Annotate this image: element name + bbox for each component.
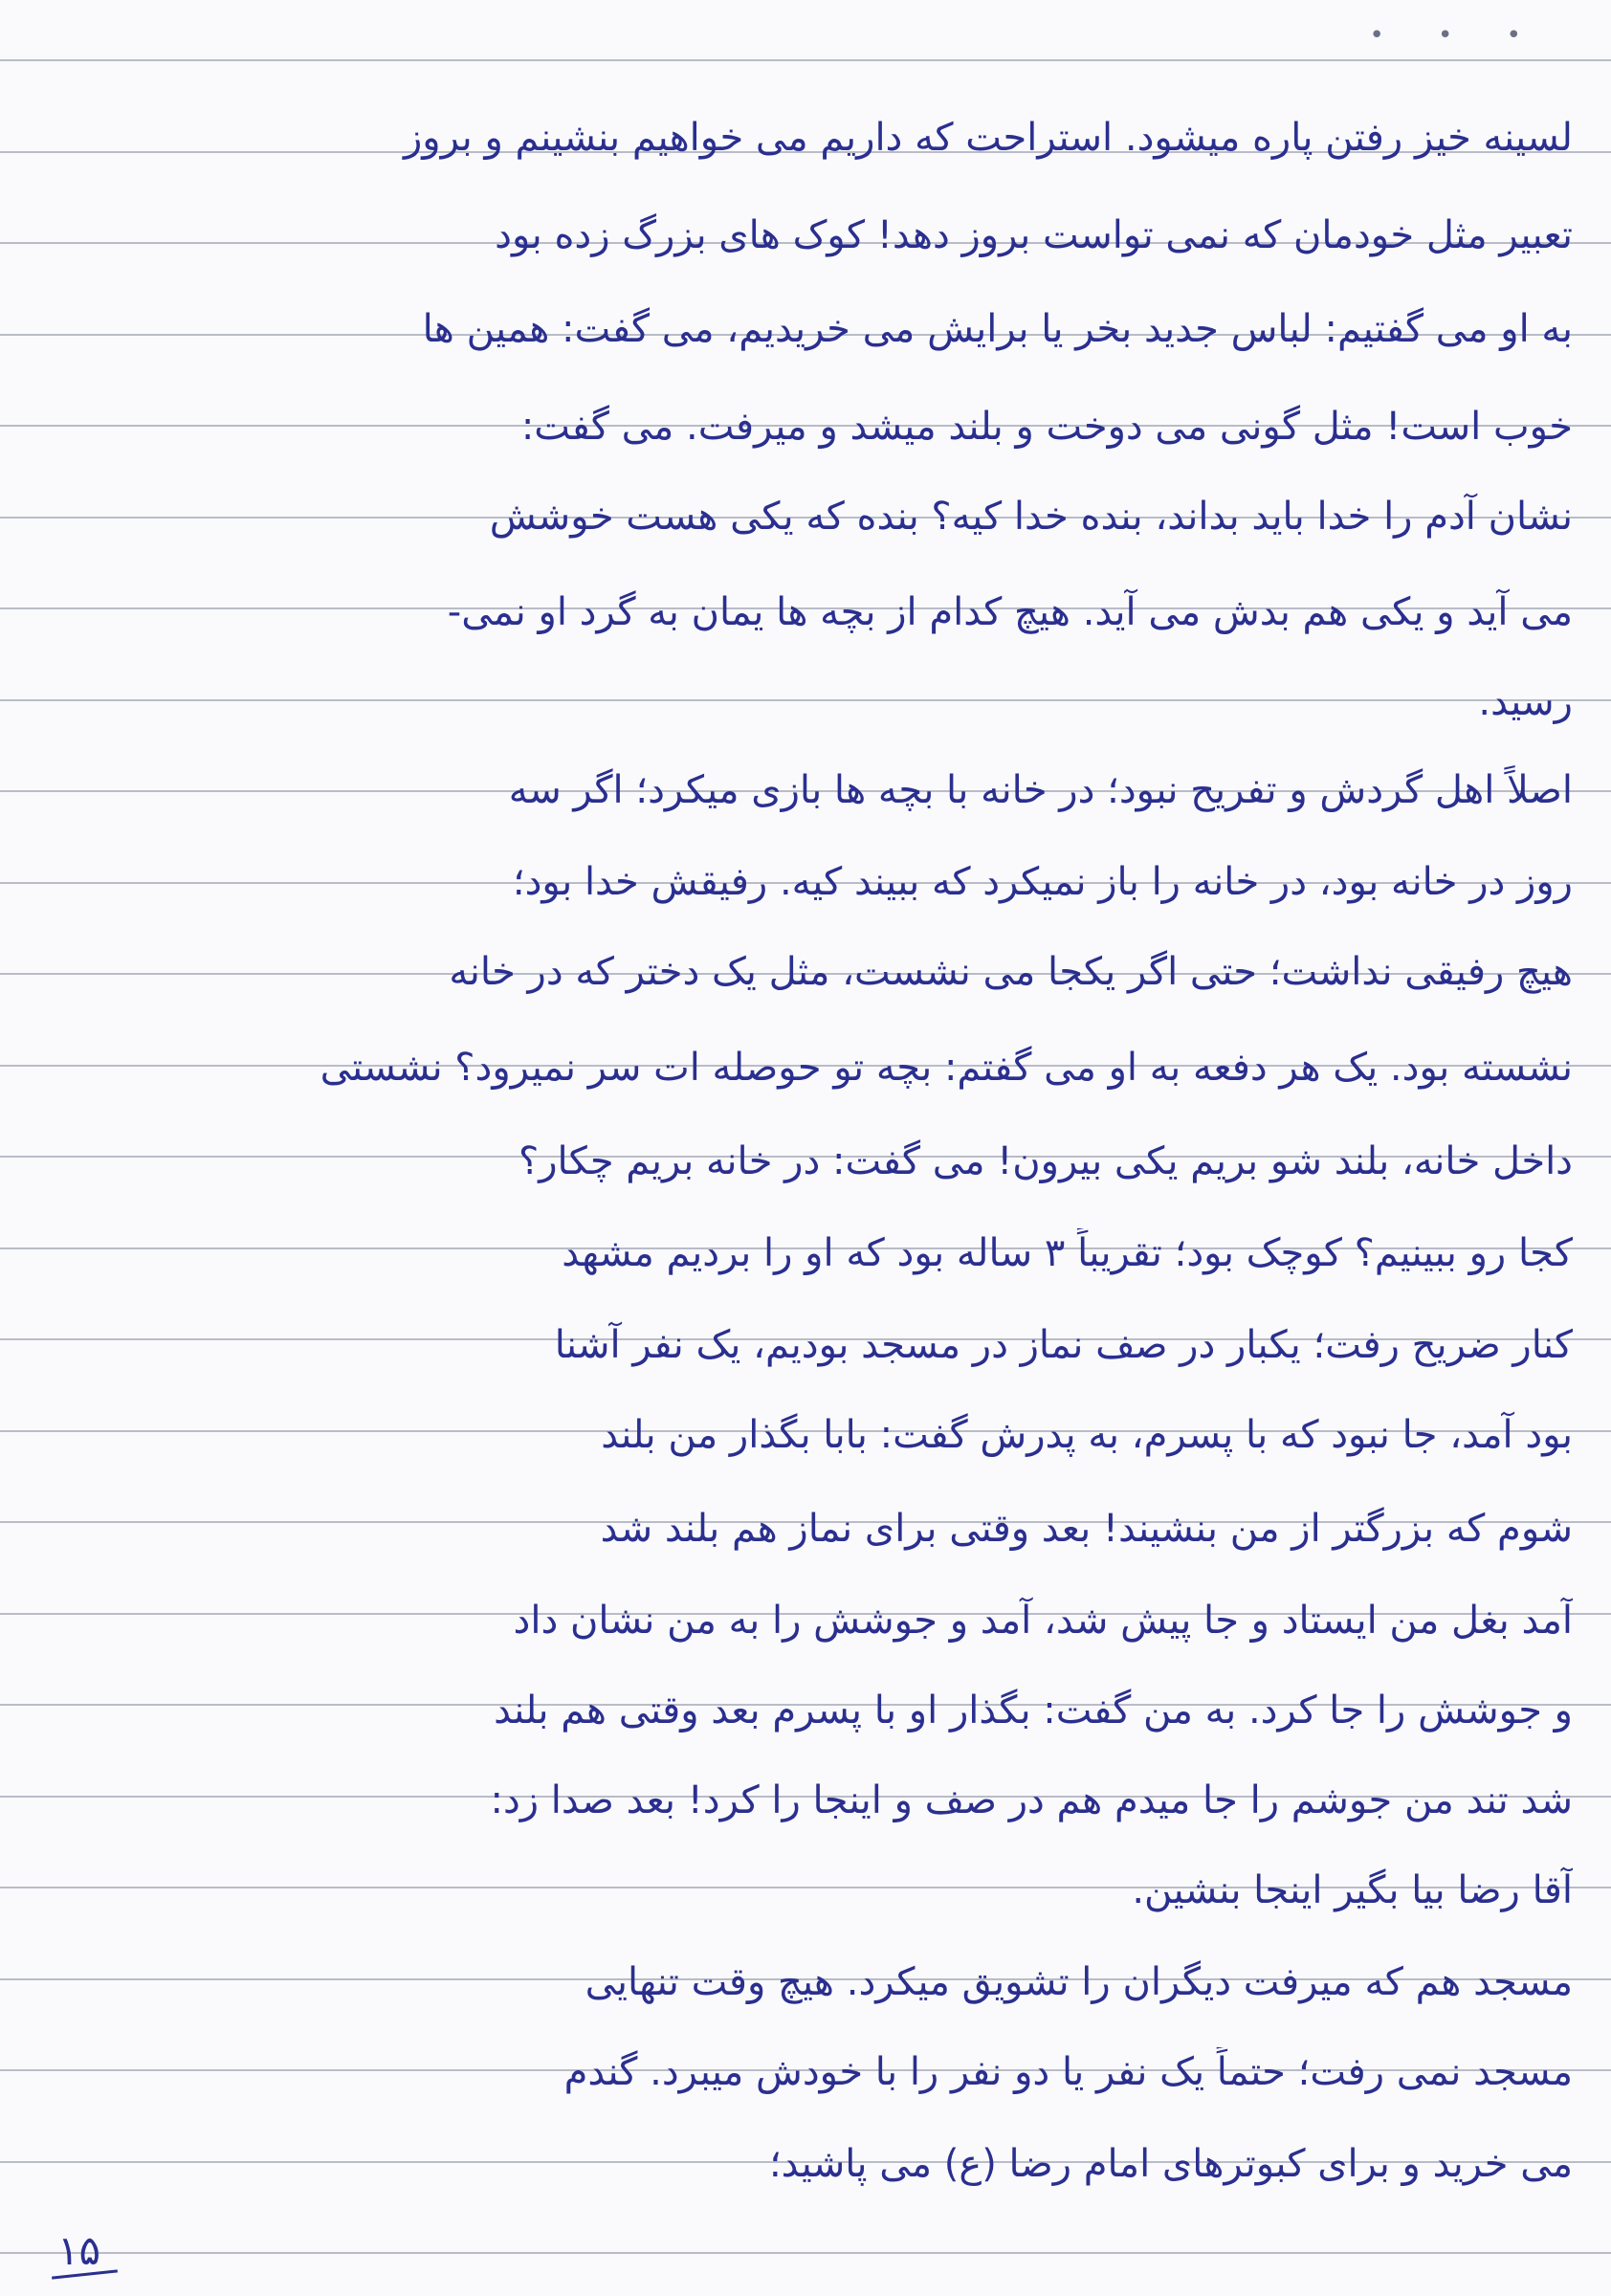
text-line-9: روز در خانه بود، در خانه را باز نمیکرد که ببیند کیه. رفیقش خدا بود؛: [512, 860, 1573, 904]
text-line-22: مسجد نمی رفت؛ حتماً یک نفر یا دو نفر را با خودش میبرد. گندم: [563, 2050, 1573, 2094]
text-line-19: شد تند من جوشم را جا میدم هم در صف و اینجا را کرد! بعد صدا زد:: [490, 1778, 1573, 1822]
text-line-11: نشسته بود. یک هر دفعه به او می گفتم: بچه تو حوصله ات سر نمیرود؟ نشستی: [320, 1046, 1573, 1090]
text-line-14: کنار ضریح رفت؛ یکبار در صف نماز در مسجد بودیم، یک نفر آشنا: [554, 1323, 1573, 1367]
text-line-16: شوم که بزرگتر از من بنشیند! بعد وقتی برای نماز هم بلند شد: [600, 1507, 1573, 1551]
ruled-line: [0, 59, 1611, 61]
ruled-line: [0, 2252, 1611, 2254]
text-line-7: رسید.: [1478, 680, 1573, 724]
text-line-10: هیچ رفیقی نداشت؛ حتی اگر یکجا می نشست، مثل یک دختر که در خانه: [449, 950, 1573, 994]
text-line-4: خوب است! مثل گونی می دوخت و بلند میشد و میرفت. می گفت:: [520, 405, 1573, 449]
text-line-20: آقا رضا بیا بگیر اینجا بنشین.: [1132, 1868, 1573, 1912]
text-line-3: به او می گفتیم: لباس جدید بخر یا برایش می خریدیم، می گفت: همین ها: [422, 307, 1573, 351]
text-line-8: اصلاً اهل گردش و تفریح نبود؛ در خانه با بچه ها بازی میکرد؛ اگر سه: [508, 768, 1573, 812]
text-line-17: آمد بغل من ایستاد و جا پیش شد، آمد و جوشش را به من نشان داد: [513, 1599, 1573, 1643]
page-number: [57, 2227, 100, 2274]
text-line-23: می خرید و برای کبوترهای امام رضا (ع) می پاشید؛: [768, 2142, 1573, 2186]
text-line-15: بود آمد، جا نبود که با پسرم، به پدرش گفت: بابا بگذار من بلند: [601, 1413, 1573, 1457]
text-line-5: نشان آدم را خدا باید بداند، بنده خدا کیه؟ بنده که یکی هست خوشش: [489, 495, 1573, 539]
text-line-13: کجا رو ببینیم؟ کوچک بود؛ تقریباً ۳ ساله بود که او را بردیم مشهد: [562, 1231, 1573, 1275]
text-line-1: لسینه خیز رفتن پاره میشود. استراحت که داریم می خواهیم بنشینم و بروز: [403, 116, 1573, 160]
text-line-2: تعبیر مثل خودمان که نمی تواست بروز دهد! کوک های بزرگ زده بود: [495, 213, 1573, 257]
text-line-12: داخل خانه، بلند شو بریم یکی بیرون! می گفت: در خانه بریم چکار؟: [519, 1139, 1573, 1183]
text-line-6: می آید و یکی هم بدش می آید. هیچ کدام از بچه ها یمان به گرد او نمی-: [447, 590, 1573, 634]
ink-dots: • • •: [1369, 21, 1544, 50]
text-line-18: و جوشش را جا کرد. به من گفت: بگذار او با پسرم بعد وقتی هم بلند: [494, 1689, 1573, 1733]
text-line-21: مسجد هم که میرفت دیگران را تشویق میکرد. هیچ وقت تنهایی: [585, 1960, 1573, 2004]
page-number-text: ۱۵: [57, 2227, 101, 2274]
